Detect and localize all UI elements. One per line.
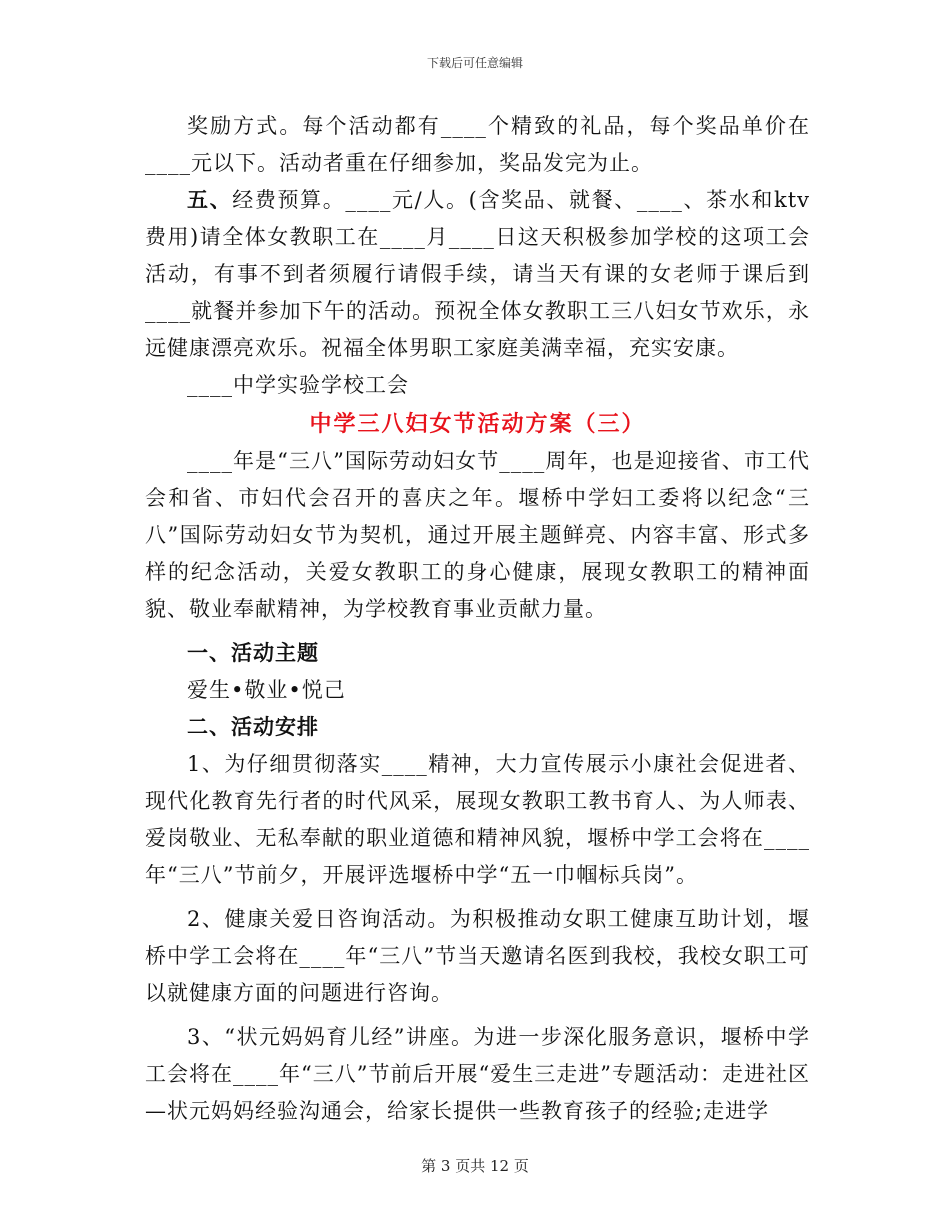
paragraph-item-2: 2、健康关爱日咨询活动。为积极推动女职工健康互助计划，堰桥中学工会将在____年“三八”节当天邀请名医到我校，我校女职工可以就健康方面的问题进行咨询。 xyxy=(145,907,810,1005)
paragraph-item-3: 3、“状元妈妈育儿经”讲座。为进一步深化服务意识，堰桥中学工会将在____年“三八”节前后开展“爱生三走进”专题活动：走进社区—状元妈妈经验沟通会，给家长提供一些教育孩子的经验;走进学 xyxy=(145,1025,810,1123)
heading-arrangement: 二、活动安排 xyxy=(187,715,319,739)
paragraph-budget xyxy=(145,182,810,367)
heading-theme: 一、活动主题 xyxy=(187,641,319,665)
paragraph-intro: ____年是“三八”国际劳动妇女节____周年，也是迎接省、市工代会和省、市妇代会召开的喜庆之年。堰桥中学妇工委将以纪念“三八”国际劳动妇女节为契机，通过开展主题鲜亮、内容丰富、形式多样的纪念活动，关爱女教职工的身心健康，展现女教职工的精神面貌、敬业奉献精神，为学校教育事业贡献力量。 xyxy=(145,449,810,621)
page-footer: 第 3 页共 12 页 xyxy=(421,1157,529,1175)
paragraph-item-1: 1、为仔细贯彻落实____精神，大力宣传展示小康社会促进者、现代化教育先行者的时代风采，展现女教职工教书育人、为人师表、爱岗敬业、无私奉献的职业道德和精神风貌，堰桥中学工会将在____年“三八”节前夕，开展评选堰桥中学“五一巾帼标兵岗”。 xyxy=(145,752,810,887)
paragraph-theme: 爱生•敬业•悦己 xyxy=(187,678,346,702)
section-title: 中学三八妇女节活动方案（三） xyxy=(309,412,646,437)
paragraph-signature: ____中学实验学校工会 xyxy=(187,373,409,397)
section-number: 五、 xyxy=(187,188,233,212)
document-body xyxy=(145,108,810,1130)
paragraph-reward: 奖励方式。每个活动都有____个精致的礼品，每个奖品单价在____元以下。活动者重在仔细参加，奖品发完为止。 xyxy=(145,114,810,175)
page-header: 下载后可任意编辑 xyxy=(426,56,523,70)
paragraph-budget-text: 经费预算。____元/人。(含奖品、就餐、____、茶水和ktv费用)请全体女教职工在____月____日这天积极参加学校的这项工会活动，有事不到者须履行请假手续，请当天有课的女老师于课后到____就餐并参加下午的活动。预祝全体女教职工三八妇女节欢乐，永远健康漂亮欢乐。祝福全体男职工家庭美满幸福，充实安康。 xyxy=(145,188,811,360)
